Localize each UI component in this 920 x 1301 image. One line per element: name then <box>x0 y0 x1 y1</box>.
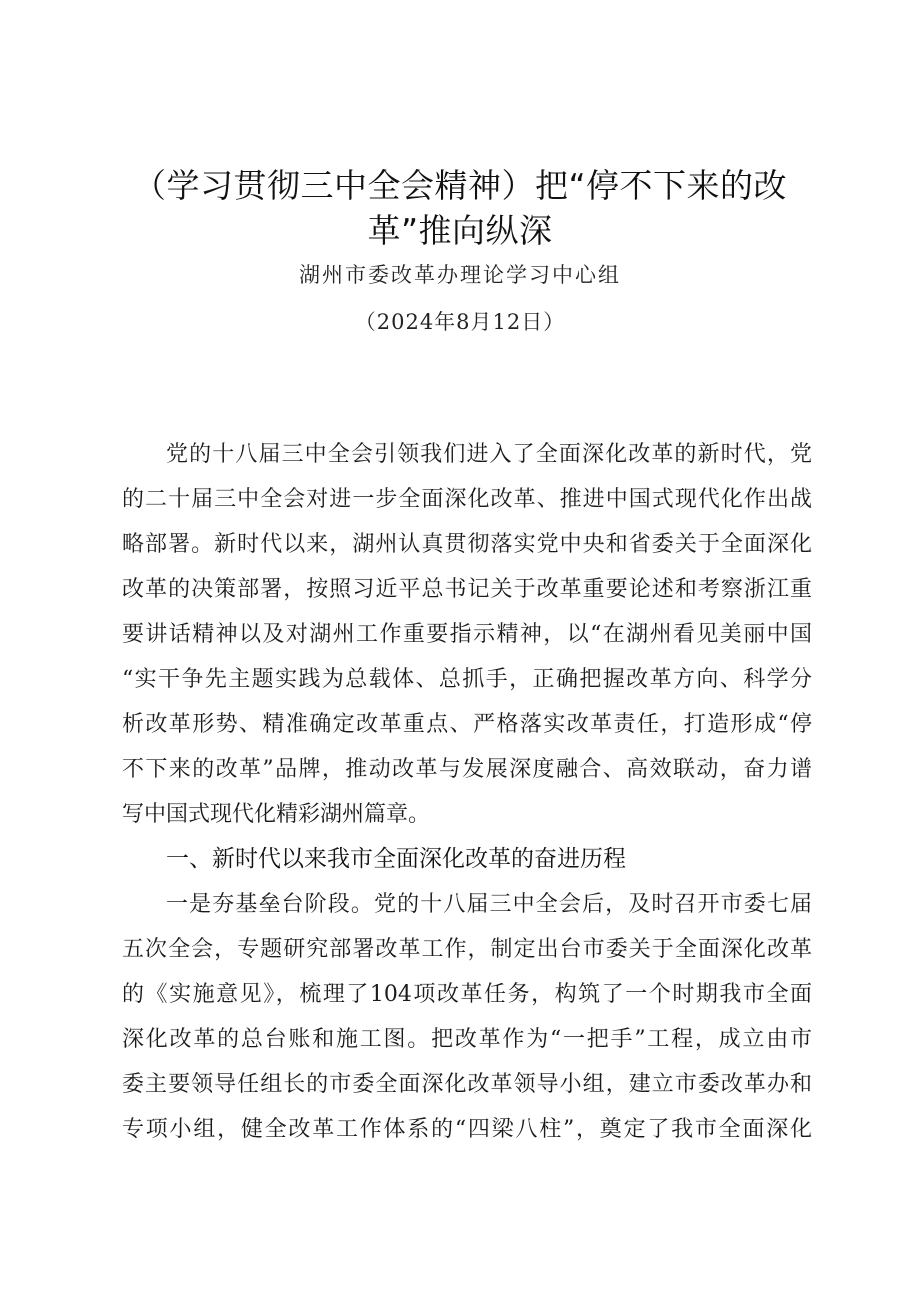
document-title-line-2: 革”推向纵深 <box>367 211 553 250</box>
section-heading: 一、新时代以来我市全面深化改革的奋进历程 <box>166 846 626 872</box>
paragraph-line: 的《实施意见》，梳理了104项改革任务，构筑了一个时期我市全面 <box>122 982 812 1007</box>
paragraph-line: 的二十届三中全会对进一步全面深化改革、推进中国式现代化作出战 <box>122 487 812 512</box>
paragraph-line: 不下来的改革”品牌，推动改革与发展深度融合、高效联动，奋力谱 <box>122 757 812 782</box>
paragraph-line: 要讲话精神以及对湖州工作重要指示精神，以“在湖州看见美丽中国 <box>122 622 812 647</box>
document-date: （2024年8月12日） <box>354 310 566 334</box>
document-title-line-1: （学习贯彻三中全会精神）把“停不下来的改 <box>132 166 788 205</box>
paragraph-line: 专项小组，健全改革工作体系的“四梁八柱”，奠定了我市全面深化 <box>122 1117 812 1142</box>
paragraph-line: 改革的决策部署，按照习近平总书记关于改革重要论述和考察浙江重 <box>122 577 812 602</box>
paragraph-line: 深化改革的总台账和施工图。把改革作为“一把手”工程，成立由市 <box>122 1027 812 1052</box>
paragraph-line: 略部署。新时代以来，湖州认真贯彻落实党中央和省委关于全面深化 <box>122 532 812 557</box>
paragraph-line: 析改革形势、精准确定改革重点、严格落实改革责任，打造形成“停 <box>122 712 812 737</box>
document-author: 湖州市委改革办理论学习中心组 <box>299 263 621 287</box>
paragraph-line: 一是夯基垒台阶段。党的十八届三中全会后，及时召开市委七届 <box>166 892 812 917</box>
paragraph-line: 五次全会，专题研究部署改革工作，制定出台市委关于全面深化改革 <box>122 937 812 962</box>
paragraph-line: 委主要领导任组长的市委全面深化改革领导小组，建立市委改革办和 <box>122 1072 812 1097</box>
paragraph-line: 写中国式现代化精彩湖州篇章。 <box>122 802 431 827</box>
paragraph-line: “实干争先主题实践为总载体、总抓手，正确把握改革方向、科学分 <box>122 667 812 692</box>
paragraph-line: 党的十八届三中全会引领我们进入了全面深化改革的新时代，党 <box>166 442 812 467</box>
